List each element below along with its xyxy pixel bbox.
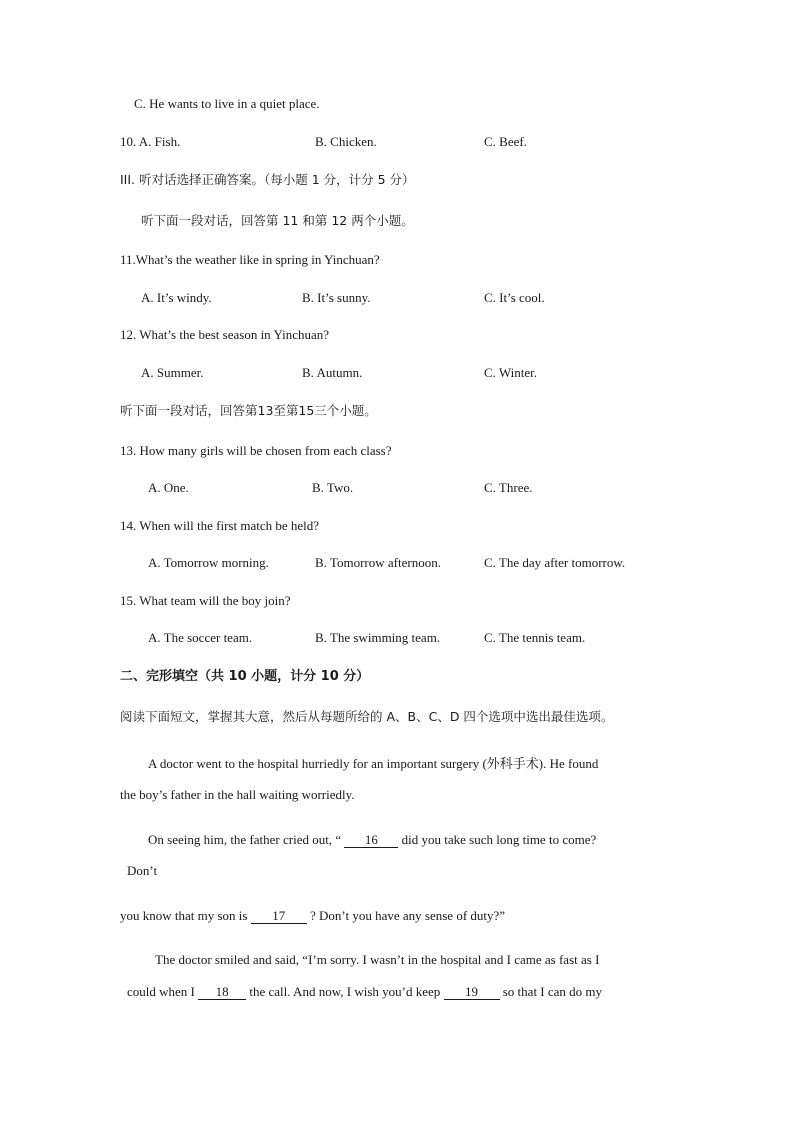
q14-option-b: B. Tomorrow afternoon.	[315, 555, 441, 570]
q12-option-c: C. Winter.	[484, 365, 538, 380]
passage-p1-line1: A doctor went to the hospital hurriedly for an important surgery (外科手术). He found	[148, 756, 599, 771]
q14-option-a: A. Tomorrow morning.	[148, 555, 269, 570]
q10-option-a: 10. A. Fish.	[120, 134, 181, 149]
q13-option-b: B. Two.	[312, 480, 354, 495]
q12-option-b: B. Autumn.	[302, 365, 363, 380]
q11-option-c: C. It’s cool.	[484, 290, 545, 305]
dialog2-intro: 听下面一段对话，回答第13至第15三个小题。	[120, 403, 377, 418]
q11-stem: 11.What’s the weather like in spring in Yinchuan?	[120, 252, 380, 267]
q15-stem: 15. What team will the boy join?	[120, 593, 291, 608]
passage-p2-line2: Don’t	[127, 863, 158, 878]
blank-16: 16	[344, 833, 398, 848]
q14-option-c: C. The day after tomorrow.	[484, 555, 626, 570]
q11-option-b: B. It’s sunny.	[302, 290, 371, 305]
q12-option-a: A. Summer.	[141, 365, 204, 380]
section3-title: III. 听对话选择正确答案。（每小题 1 分，计分 5 分）	[120, 172, 415, 187]
passage-p2-line1: On seeing him, the father cried out, “ 16 did you take such long time to come?	[148, 832, 597, 847]
q14-stem: 14. When will the first match be held?	[120, 518, 320, 533]
blank-17: 17	[251, 909, 307, 924]
q15-option-c: C. The tennis team.	[484, 630, 586, 645]
passage-p1-line2: the boy’s father in the hall waiting worriedly.	[120, 787, 355, 802]
passage-p4-line1: The doctor smiled and said, “I’m sorry. I wasn’t in the hospital and I came as fast as I	[155, 952, 600, 967]
q9-option-c: C. He wants to live in a quiet place.	[134, 96, 320, 111]
q13-option-c: C. Three.	[484, 480, 533, 495]
q10-number: 10.	[120, 134, 137, 149]
passage-p4-line2: could when I 18 the call. And now, I wish you’d keep 19 so that I can do my	[127, 984, 603, 999]
q12-stem: 12. What’s the best season in Yinchuan?	[120, 327, 330, 342]
part2-title: 二、完形填空（共 10 小题，计分 10 分）	[120, 669, 370, 684]
q10-option-c: C. Beef.	[484, 134, 527, 149]
q15-option-b: B. The swimming team.	[315, 630, 441, 645]
blank-19: 19	[444, 985, 500, 1000]
part2-instruction: 阅读下面短文，掌握其大意，然后从每题所给的 A、B、C、D 四个选项中选出最佳选项。	[120, 709, 614, 724]
q10-option-b: B. Chicken.	[315, 134, 377, 149]
q15-option-a: A. The soccer team.	[148, 630, 253, 645]
q11-option-a: A. It’s windy.	[141, 290, 212, 305]
q13-stem: 13. How many girls will be chosen from each class?	[120, 443, 392, 458]
passage-p3-line: you know that my son is 17 ? Don’t you have any sense of duty?”	[120, 908, 506, 923]
q13-option-a: A. One.	[148, 480, 189, 495]
blank-18: 18	[198, 985, 246, 1000]
dialog1-intro: 听下面一段对话，回答第 11 和第 12 两个小题。	[141, 213, 414, 228]
